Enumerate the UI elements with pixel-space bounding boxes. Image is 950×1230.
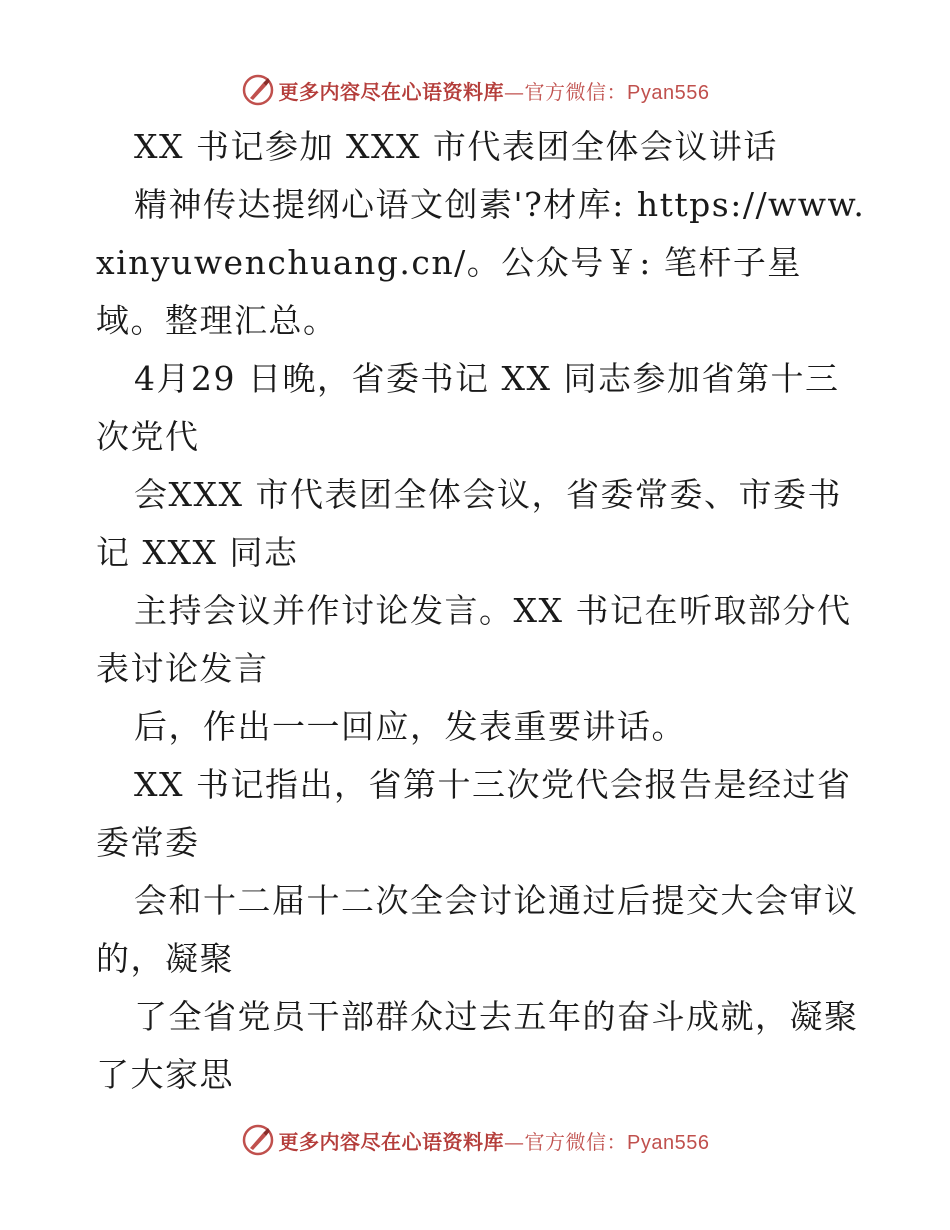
quill-pen-seal-icon [241,1123,275,1157]
paragraph: 会和十二届十二次全会讨论通过后提交大会审议的，凝聚 [96,881,859,978]
header-banner-text [279,76,710,105]
paragraph: 4月29 日晚，省委书记 XX 同志参加省第十三次党代 [96,359,840,456]
paragraph: XX 书记指出，省第十三次党代会报告是经过省委常委 [96,765,852,862]
account-id: Pyan556 [627,1131,710,1154]
paragraph: 会XXX 市代表团全体会议，省委常委、市委书记 XXX 同志 [96,475,842,572]
site-name: 更多内容尽在心语资料库 [278,79,505,104]
footer-banner-text [279,1126,710,1155]
banner-dash: — [504,1129,525,1154]
banner-dash: — [504,79,525,104]
quill-pen-seal-icon [241,73,275,107]
paragraph: 后，作出一一回应，发表重要讲话。 [134,707,686,746]
official-label: 官方微信： [524,1129,628,1154]
paragraph: 精神传达提纲心语文创素'?材库: https://www.xinyuwenchuang.cn/。公众号￥: 笔杆子星域。整理汇总。 [96,185,866,340]
official-label: 官方微信： [524,79,628,104]
paragraph: 了全省党员干部群众过去五年的奋斗成就，凝聚了大家思 [96,997,859,1094]
header-banner [0,70,950,110]
account-id: Pyan556 [627,81,710,104]
site-name: 更多内容尽在心语资料库 [278,1129,505,1154]
paragraph-title: XX 书记参加 XXX 市代表团全体会议讲话 [134,127,778,166]
footer-banner [0,1120,950,1160]
document-body [96,118,866,1104]
paragraph: 主持会议并作讨论发言。XX 书记在听取部分代表讨论发言 [96,591,852,688]
